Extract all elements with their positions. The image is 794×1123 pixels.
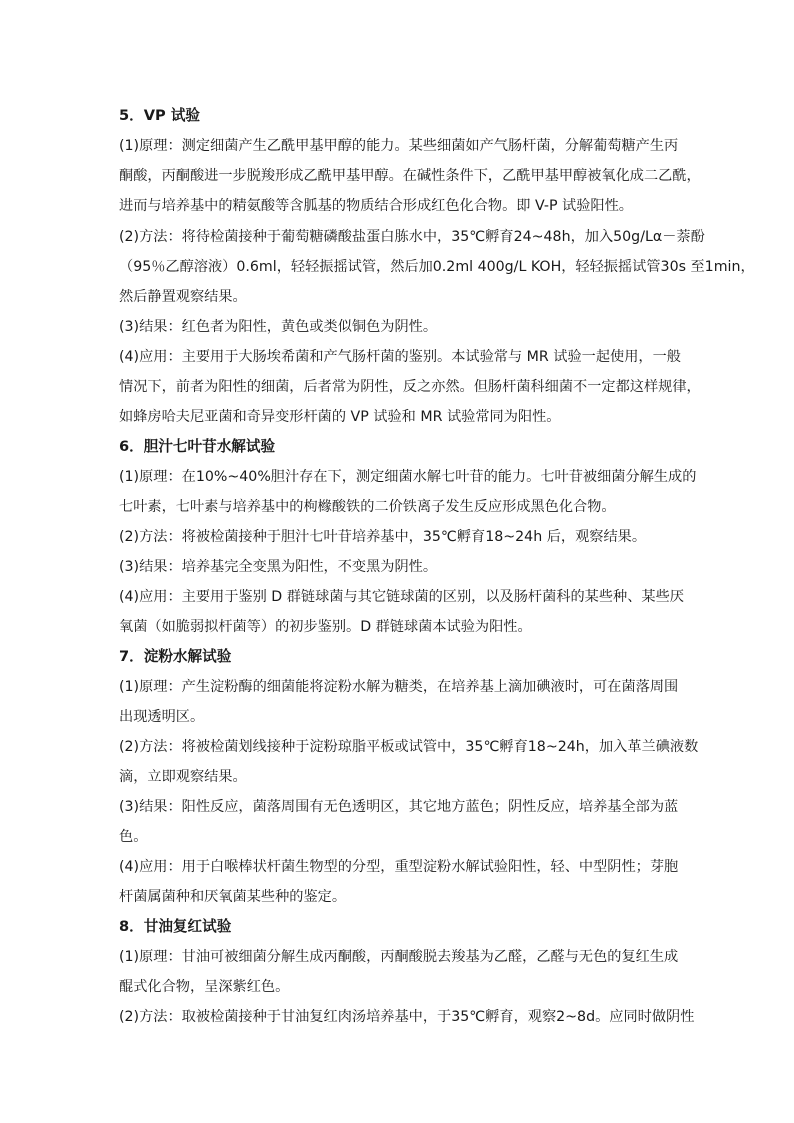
text-line: 酮酸，丙酮酸进一步脱羧形成乙酰甲基甲醇。在碱性条件下，乙酰甲基甲醇被氧化成二乙酰，	[119, 168, 701, 184]
text-line: 色。	[119, 829, 148, 845]
text-line: 然后静置观察结果。	[119, 289, 247, 305]
text-line: (3)结果：培养基完全变黑为阳性，不变黑为阴性。	[119, 559, 438, 575]
text-line: 氧菌（如脆弱拟杆菌等）的初步鉴别。D 群链球菌本试验为阳性。	[119, 619, 532, 635]
text-line: 醌式化合物，呈深紫红色。	[119, 979, 290, 995]
text-line: (1)原理：在10%~40%胆汁存在下，测定细菌水解七叶苷的能力。七叶苷被细菌分解生成的	[119, 469, 697, 485]
text-line: 出现透明区。	[119, 709, 205, 725]
section-heading: 6．胆汁七叶苷水解试验	[119, 438, 276, 455]
text-line: (3)结果：阳性反应，菌落周围有无色透明区，其它地方蓝色；阴性反应，培养基全部为蓝	[119, 799, 679, 815]
section-heading: 5．VP 试验	[119, 107, 201, 124]
text-line: 七叶素，七叶素与培养基中的枸橼酸铁的二价铁离子发生反应形成黑色化合物。	[119, 499, 616, 515]
text-line: (2)方法：将被检菌划线接种于淀粉琼脂平板或试管中，35℃孵育18~24h，加入革兰碘液数	[119, 739, 699, 755]
text-line: (4)应用：主要用于大肠埃希菌和产气肠杆菌的鉴别。本试验常与 MR 试验一起使用，一般	[119, 349, 681, 365]
section-heading: 8．甘油复红试验	[119, 918, 232, 935]
text-line: 情况下，前者为阳性的细菌，后者常为阴性，反之亦然。但肠杆菌科细菌不一定都这样规律，	[119, 379, 701, 395]
text-line: (1)原理：产生淀粉酶的细菌能将淀粉水解为糖类，在培养基上滴加碘液时，可在菌落周围	[119, 679, 679, 695]
text-line: (2)方法：取被检菌接种于甘油复红肉汤培养基中，于35℃孵育，观察2~8d。应同时做阴性	[119, 1009, 695, 1025]
text-line: （95％乙醇溶液）0.6ml，轻轻振摇试管，然后加0.2ml 400g/L KOH，轻轻振摇试管30s 至1min，	[119, 259, 755, 275]
text-line: (1)原理：甘油可被细菌分解生成丙酮酸，丙酮酸脱去羧基为乙醛，乙醛与无色的复红生成	[119, 949, 679, 965]
text-line: 杆菌属菌种和厌氧菌某些种的鉴定。	[119, 889, 347, 905]
text-line: (2)方法：将被检菌接种于胆汁七叶苷培养基中，35℃孵育18~24h 后，观察结果。	[119, 529, 647, 545]
text-line: (1)原理：测定细菌产生乙酰甲基甲醇的能力。某些细菌如产气肠杆菌，分解葡萄糖产生丙	[119, 138, 679, 154]
section-heading: 7．淀粉水解试验	[119, 648, 232, 665]
text-line: (2)方法：将待检菌接种于葡萄糖磷酸盐蛋白胨水中，35℃孵育24~48h，加入50g/Lα－萘酚	[119, 229, 705, 245]
text-line: 滴，立即观察结果。	[119, 769, 247, 785]
text-line: (3)结果：红色者为阳性，黄色或类似铜色为阴性。	[119, 319, 438, 335]
text-line: (4)应用：主要用于鉴别 D 群链球菌与其它链球菌的区别，以及肠杆菌科的某些种、某些厌	[119, 589, 684, 605]
text-line: (4)应用：用于白喉棒状杆菌生物型的分型，重型淀粉水解试验阳性，轻、中型阴性；芽胞	[119, 859, 679, 875]
text-line: 如蜂房哈夫尼亚菌和奇异变形杆菌的 VP 试验和 MR 试验常同为阳性。	[119, 409, 561, 425]
text-line: 进而与培养基中的精氨酸等含胍基的物质结合形成红色化合物。即 V-P 试验阳性。	[119, 198, 633, 214]
